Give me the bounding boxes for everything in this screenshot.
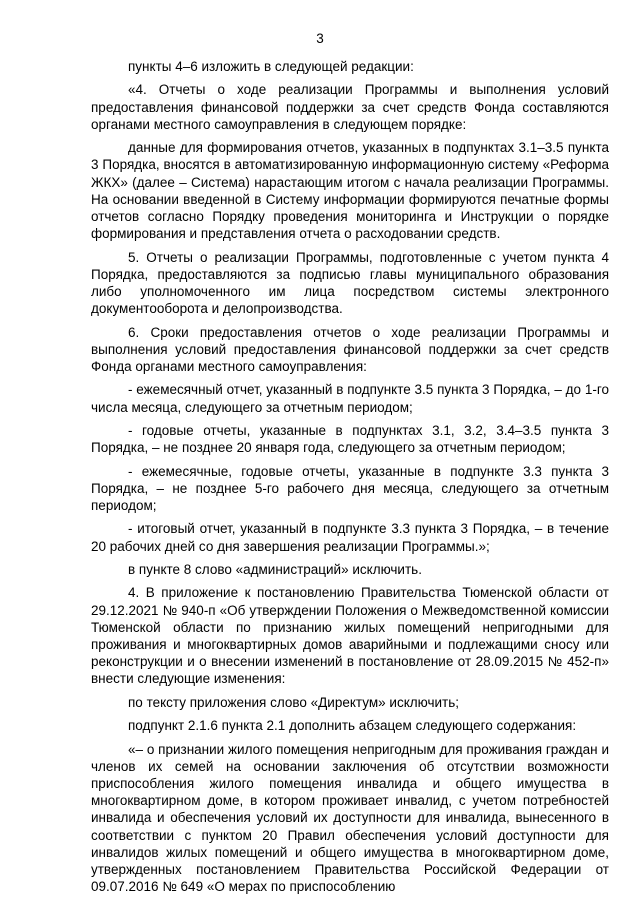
paragraph: подпункт 2.1.6 пункта 2.1 дополнить абзацем следующего содержания: [128, 718, 577, 734]
page-number: 3 [316, 31, 324, 46]
paragraph: 5. Отчеты о реализации Программы, подготовленные с учетом пункта 4 Порядка, предоставляются за подписью главы муниципального образования либо уполномоченного им лица посредством системы электронного документооборота и делопроизводства. [91, 249, 609, 317]
paragraph: 6. Сроки предоставления отчетов о ходе реализации Программы и выполнения условий предоставления финансовой поддержки за счет средств Фонда органами местного самоуправления: [91, 324, 609, 374]
list-item: - ежемесячный отчет, указанный в подпункте 3.5 пункта 3 Порядка, – до 1-го числа месяца, следующего за отчетным периодом; [91, 382, 609, 415]
document-body [91, 58, 609, 895]
paragraph: данные для формирования отчетов, указанных в подпунктах 3.1–3.5 пункта 3 Порядка, вносятся в автоматизированную информационную систему «Реформа ЖКХ» (далее – Система) нарастающим итогом с начала реализации Программы. На основании введенной в Систему информации формируются печатные формы отчетов согласно Порядку проведения мониторинга и Инструкции о порядке формирования и представления отчета о расходовании средств. [91, 140, 609, 242]
paragraph: пункты 4–6 изложить в следующей редакции: [128, 59, 414, 74]
list-item: - итоговый отчет, указанный в подпункте 3.3 пункта 3 Порядка, – в течение 20 рабочих дней со дня завершения реализации Программы.»; [91, 521, 609, 554]
paragraph: «– о признании жилого помещения непригодным для проживания граждан и членов их семей на основании заключения об отсутствии возможности приспособления жилого помещения инвалида и общего имущества в многоквартирном доме, в котором проживает инвалид, с учетом потребностей инвалида и обеспечения условий их доступности для инвалида, вынесенного в соответствии с пунктом 20 Правил обеспечения условий доступности для инвалидов жилых помещений и общего имущества в многоквартирном доме, утвержденных постановлением Правительства Российской Федерации от 09.07.2016 № 649 «О мерах по приспособлению [91, 741, 609, 895]
list-item: - ежемесячные, годовые отчеты, указанные в подпункте 3.3 пункта 3 Порядка, – не позднее 5-го рабочего дня месяца, следующего за отчетным периодом; [91, 463, 609, 513]
paragraph: в пункте 8 слово «администраций» исключить. [128, 561, 422, 577]
paragraph: по тексту приложения слово «Директум» исключить; [128, 694, 459, 710]
paragraph: 4. В приложение к постановлению Правительства Тюменской области от 29.12.2021 № 940-п «Об утверждении Положения о Межведомственной комиссии Тюменской области по признанию жилых помещений непригодными для проживания и многоквартирных домов аварийными и подлежащими сносу или реконструкции и о внесении изменений в постановление от 28.09.2015 № 452-п» внести следующие изменения: [91, 585, 609, 687]
paragraph: «4. Отчеты о ходе реализации Программы и выполнения условий предоставления финансовой поддержки за счет средств Фонда составляются органами местного самоуправления в следующем порядке: [91, 82, 609, 132]
list-item: - годовые отчеты, указанные в подпунктах 3.1, 3.2, 3.4–3.5 пункта 3 Порядка, – не позднее 20 января года, следующего за отчетным периодом; [91, 422, 609, 456]
